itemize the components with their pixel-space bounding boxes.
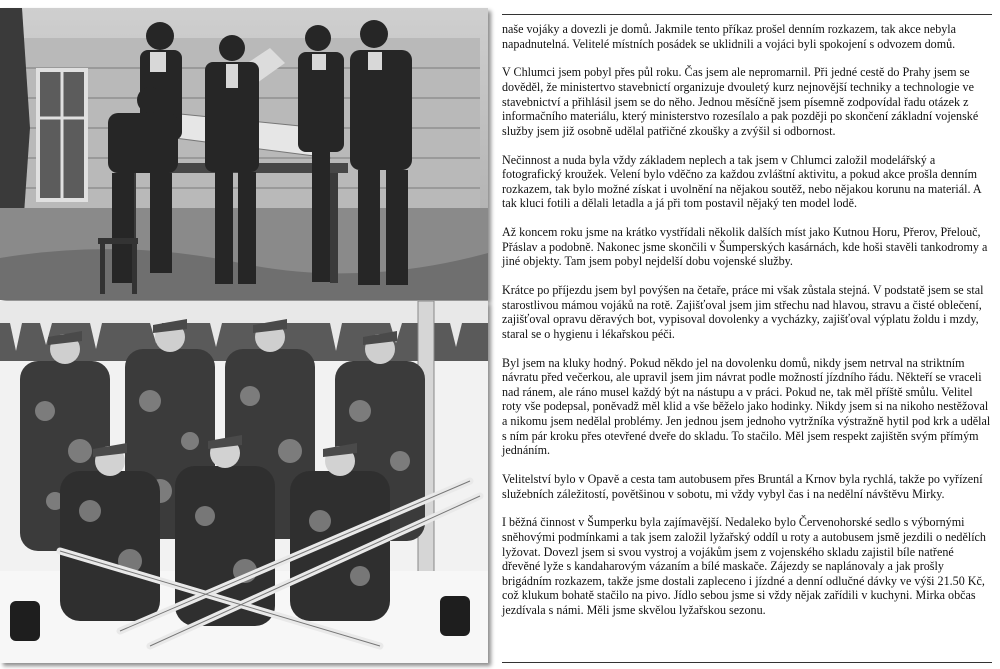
paragraph: naše vojáky a dovezli je domů. Jakmile tento příkaz prošel denním rozkazem, tak akce nebyla napadnutelná. Velitelé místních posádek se uklidnili a vojáci byli spokojení s odvozem domů. bbox=[502, 22, 957, 51]
paragraph: I běžná činnost v Šumperku byla zajímavější. Nedaleko bylo Červenohorské sedlo s výbornými sněhovými podmínkami a tak jsem založil lyžařský oddíl u roty a autobusem jsmě jezdili o nedělích lyžovat. Dovezl jsem si svou vystroj a vojákům jsem z vojenského skladu zajistil bíle natřené dřevěné lyže s kandaharovým vázaním a bílé maskače. Zájezdy se naplánovaly a jak prošly brigádním rozkazem, takže jsme dostali zapleceno i jízdné a denní odlučné dávky ve výši 21.50 Kč, což klukum bohatě stačilo na pivo. Jídlo sebou jsme si vždy nějak zařídili v kuchyni. Mirka občas jezdívala s námi. Měli jsme skvělou lyžařskou sezonu. bbox=[502, 515, 986, 617]
bottom-divider bbox=[502, 662, 992, 663]
paragraph: Až koncem roku jsme na krátko vystřídali několik dalších míst jako Kutnou Horu, Přerov, Přelouč, Přáslav a podobně. Nakonec jsme skončili v Šumperských kasárnách, kde hoši stavěli tankodromy a jiné objekty. Tam jsem pobyl nejdelší dobu vojenské služby. bbox=[502, 225, 988, 269]
paragraph: V Chlumci jsem pobyl přes půl roku. Čas jsem ale nepromarnil. Při jedné cestě do Prahy jsem se dověděl, že ministertvo stavebnictí organizuje dvouletý kurz nejnovější techniky a technologie ve stavebnictví a přihlásil jsem se do něho. Jednou měsíčně jsem písemně zodpovídal řadu otázek z informačního materiálu, který ministerstvo rozesílalo a pak později po skončení základní vojenské služby jsem již osobně udělal patřičné zkoušky a zvýšil si odbornost. bbox=[502, 65, 979, 138]
workshop-photo bbox=[0, 8, 488, 300]
ski-soldiers-photo-image bbox=[0, 301, 488, 663]
top-divider bbox=[502, 14, 992, 15]
article-text bbox=[502, 22, 992, 632]
paragraph: Velitelství bylo v Opavě a cesta tam autobusem přes Bruntál a Krnov byla rychlá, takže po vyřízení služebních záležitostí, povětšinou v sobotu, mi vždy vybyl čas i na nedělní návštěvu Mirky. bbox=[502, 471, 983, 501]
paragraph: Nečinnost a nuda byla vždy základem neplech a tak jsem v Chlumci založil modelářský a fotografický kroužek. Velení bylo vděčno za každou zvláštní aktivitu, a pokud akce prošla denním rozkazem, tak bylo možné získat i uvolnění na nějakou soutěž, nebo nějakou korunu na materiál. A tak kluci fotili a dělali letadla a já při tom postavil nějaký ten model lodě. bbox=[502, 152, 981, 211]
ski-soldiers-photo bbox=[0, 301, 488, 663]
paragraph: Byl jsem na kluky hodný. Pokud někdo jel na dovolenku domů, nikdy jsem netrval na striktním návratu před večerkou, ale upravil jsem jim návrat podle možností jízdního řádu. Někteří se vraceli nad ránem, ale ráno musel každý být na nástupu a v práci. Pokud ne, tak měl příště smůlu. Velitel roty vše podepsal, poněvadž měl klid a vše běželo jako hodinky. Nikdy jsem si na nikoho nestěžoval a nikomu jsem nedělal problémy. Jen jednou jsem jednoho vytržníka výstražně hytil pod krk a udělal s ním pár kroku přes otevřené dveře do skladu. To stačilo. Měl jsem respekt zajištěn svým přímým jednáním. bbox=[502, 355, 991, 458]
paragraph: Krátce po příjezdu jsem byl povýšen na četaře, práce mi však zůstala stejná. V podstatě jsem se stal starostlivou mámou vojáků na rotě. Zajišťoval jsem jim střechu nad hlavou, stravu a čisté oblečení, zajišťoval opravu děravých bot, vypisoval dovolenky a vycházky, zajišťoval výplatu žoldu i mzdy, staral se o hygienu i lékařskou péči. bbox=[502, 283, 984, 341]
workshop-photo-image bbox=[0, 8, 488, 300]
